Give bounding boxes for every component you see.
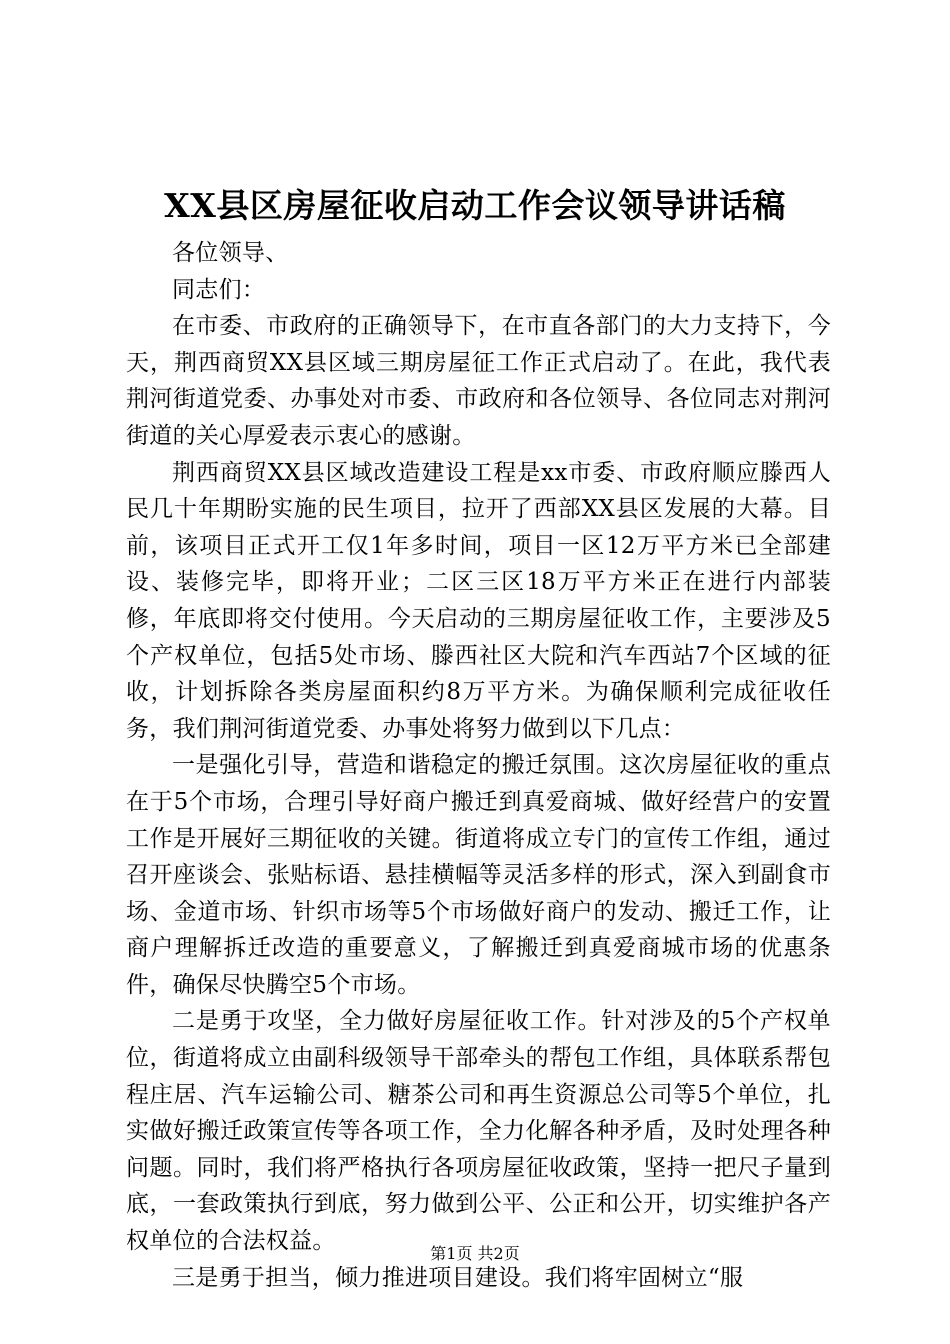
salutation-leaders: 各位领导、 [172,240,289,266]
paragraph: 荆西商贸XX县区域改造建设工程是xx市委、市政府顺应滕西人民几十年期盼实施的民生项目，拉开了西部XX县区发展的大幕。目前，该项目正式开工仅1年多时间，项目一区12万平方米已全部建设、装修完毕，即将开业；二区三区18万平方米正在进行内部装修，年底即将交付使用。今天启动的三期房屋征收工作，主要涉及5个产权单位，包括5处市场、滕西社区大院和汽车西站7个区域的征收，计划拆除各类房屋面积约8万平方米。为确保顺利完成征收任务，我们荆河街道党委、办事处将努力做到以下几点： [126,459,831,742]
paragraph: 三是勇于担当，倾力推进项目建设。我们将牢固树立“服 [172,1264,744,1291]
document-title: XX县区房屋征收启动工作会议领导讲话稿 [164,186,786,225]
paragraph: 二是勇于攻坚，全力做好房屋征收工作。针对涉及的5个产权单位，街道将成立由副科级领导干部牵头的帮包工作组，具体联系帮包程庄居、汽车运输公司、糖茶公司和再生资源总公司等5个单位，扎实做好搬迁政策宣传等各项工作，全力化解各种矛盾，及时处理各种问题。同时，我们将严格执行各项房屋征收政策，坚持一把尺子量到底，一套政策执行到底，努力做到公平、公正和公开，切实维护各产权单位的合法权益。 [126,1008,831,1255]
document-body [126,235,831,1296]
salutation-comrades: 同志们： [172,276,266,303]
paragraph: 一是强化引导，营造和谐稳定的搬迁氛围。这次房屋征收的重点在于5个市场，合理引导好商户搬迁到真爱商城、做好经营户的安置工作是开展好三期征收的关键。街道将成立专门的宣传工作组，通过召开座谈会、张贴标语、悬挂横幅等灵活多样的形式，深入到副食市场、金道市场、针织市场等5个市场做好商户的发动、搬迁工作，让商户理解拆迁改造的重要意义，了解搬迁到真爱商城市场的优惠条件，确保尽快腾空5个市场。 [126,752,831,998]
paragraph: 在市委、市政府的正确领导下，在市直各部门的大力支持下，今天，荆西商贸XX县区域三期房屋征工作正式启动了。在此，我代表荆河街道党委、办事处对市委、市政府和各位领导、各位同志对荆河街道的关心厚爱表示衷心的感谢。 [126,313,831,449]
page-number-footer: 第1页 共2页 [430,1244,520,1263]
